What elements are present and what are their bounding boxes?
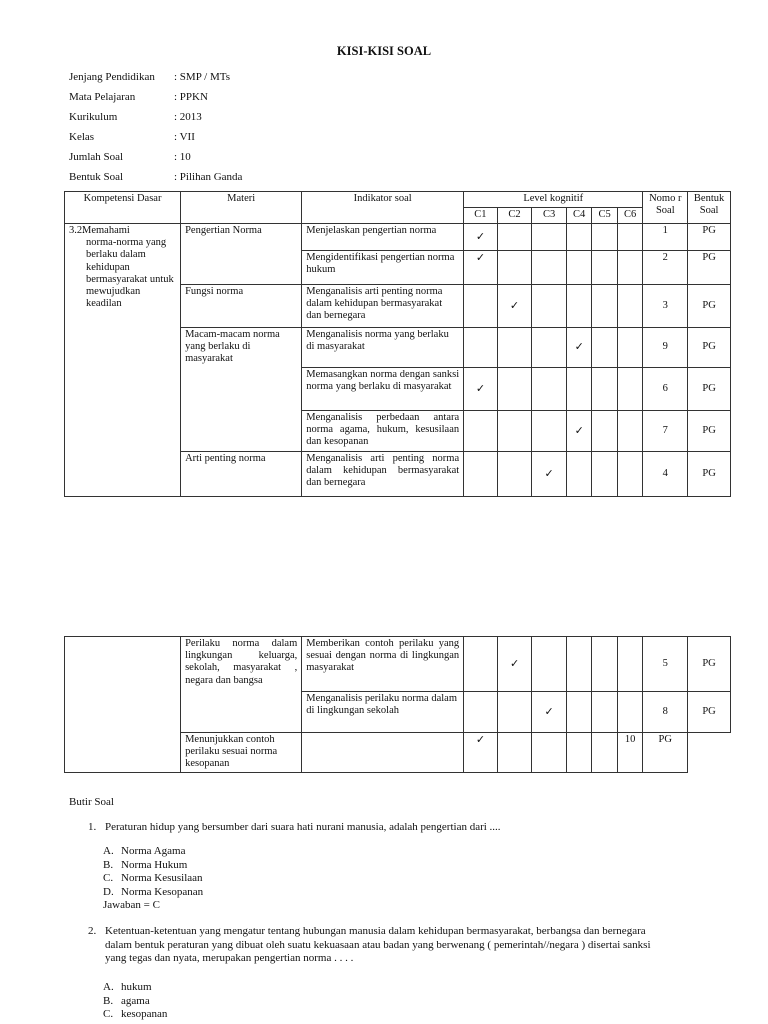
question-text-line: Ketentuan-ketentuan yang mengatur tentang hubungan manusia dalam kehidupan bermasyarakat, berbangsa dan bernegara xyxy=(105,925,646,937)
meta-label: Kelas xyxy=(69,131,95,143)
check-mark: ✓ xyxy=(497,285,532,328)
indikator-cell: Menganalisis perbedaan antara norma agama, hukum, kesusilaan dan kesopanan xyxy=(302,411,464,452)
nomor-soal-cell: 2 xyxy=(643,251,688,285)
option-text: Norma Agama xyxy=(121,845,186,857)
kd-text: norma-norma yang berlaku dalam kehidupan bermasyarakat untuk mewujudkan keadilan xyxy=(86,237,174,310)
materi-cell: Pengertian Norma xyxy=(181,224,302,285)
bentuk-soal-cell: PG xyxy=(688,224,731,251)
meta-value: : 10 xyxy=(174,151,191,163)
meta-label: Jenjang Pendidikan xyxy=(69,71,155,83)
bentuk-soal-cell: PG xyxy=(688,637,731,692)
meta-value: : SMP / MTs xyxy=(174,71,230,83)
indikator-cell: Memasangkan norma dengan sanksi norma yang berlaku di masyarakat xyxy=(302,368,464,411)
option xyxy=(103,872,203,886)
header-indikator: Indikator soal xyxy=(302,192,464,224)
meta-value: : VII xyxy=(174,131,195,143)
check-mark: ✓ xyxy=(464,733,498,773)
option-text: agama xyxy=(121,994,150,1007)
indikator-cell: Memberikan contoh perilaku yang sesuai dengan norma di lingkungan masyarakat xyxy=(302,637,464,692)
option xyxy=(103,1008,167,1022)
meta-row xyxy=(69,70,242,90)
document-title: KISI-KISI SOAL xyxy=(336,44,432,58)
header-c3: C3 xyxy=(532,208,567,224)
check-mark: ✓ xyxy=(464,368,498,411)
kd-number: 3.2. xyxy=(69,225,85,236)
option-letter: A. xyxy=(103,845,114,857)
indikator-cell: Menjelaskan pengertian norma xyxy=(302,224,464,251)
nomor-soal-cell: 1 xyxy=(643,224,688,251)
nomor-soal-cell: 3 xyxy=(643,285,688,328)
meta-value: : PPKN xyxy=(174,91,208,103)
option xyxy=(103,859,203,873)
header-c6: C6 xyxy=(617,208,643,224)
header-c4: C4 xyxy=(566,208,591,224)
check-mark: ✓ xyxy=(464,251,498,285)
header-materi: Materi xyxy=(181,192,302,224)
question-2-options xyxy=(103,981,167,1022)
check-mark: ✓ xyxy=(532,692,567,733)
meta-row xyxy=(69,150,242,170)
meta-label: Jumlah Soal xyxy=(69,151,124,163)
header-kompetensi-dasar: Kompetensi Dasar xyxy=(65,192,181,224)
nomor-soal-cell: 10 xyxy=(617,733,642,773)
meta-value: : 2013 xyxy=(174,111,202,123)
bentuk-soal-cell: PG xyxy=(688,692,731,733)
table-row xyxy=(65,224,731,251)
nomor-soal-cell: 7 xyxy=(643,411,688,452)
option-text: Norma Kesopanan xyxy=(121,885,204,898)
bentuk-soal-cell: PG xyxy=(688,452,731,497)
bentuk-soal-cell: PG xyxy=(688,368,731,411)
option xyxy=(103,886,203,900)
header-level-kognitif: Level kognitif xyxy=(464,192,643,208)
option-letter: B. xyxy=(103,994,114,1007)
bentuk-soal-cell: PG xyxy=(688,251,731,285)
option-text: Norma Kesusilaan xyxy=(121,872,203,884)
option-letter: D. xyxy=(103,885,114,898)
kisi-kisi-table xyxy=(64,191,731,497)
question-text-line: dalam bentuk peraturan yang dibuat oleh suatu kekuasaan atau badan yang berwenang ( pemerintah//negara ) disertai sanksi xyxy=(105,938,651,951)
indikator-cell: Menganalisis arti penting norma dalam kehidupan bermasyarakat dan bernegara xyxy=(302,285,464,328)
materi-cell: Perilaku norma dalam lingkungan keluarga, sekolah, masyarakat , negara dan bangsa xyxy=(181,637,302,733)
nomor-soal-cell: 9 xyxy=(643,328,688,368)
meta-row xyxy=(69,130,242,150)
option-text: Norma Hukum xyxy=(121,858,188,871)
bentuk-soal-cell: PG xyxy=(643,733,688,773)
indikator-cell: Menganalisis arti penting norma dalam kehidupan bermasyarakat dan bernegara xyxy=(302,452,464,497)
check-mark: ✓ xyxy=(497,637,532,692)
meta-row xyxy=(69,110,242,130)
option-letter: B. xyxy=(103,858,114,871)
option-text: kesopanan xyxy=(121,1008,168,1020)
question-number: 2. xyxy=(88,925,97,937)
header-c2: C2 xyxy=(497,208,532,224)
check-mark: ✓ xyxy=(532,452,567,497)
option-text: hukum xyxy=(121,981,152,993)
check-mark: ✓ xyxy=(566,328,591,368)
nomor-soal-cell: 5 xyxy=(643,637,688,692)
indikator-cell: Menganalisis norma yang berlaku di masyarakat xyxy=(302,328,464,368)
indikator-cell: Mengidentifikasi pengertian norma hukum xyxy=(302,251,464,285)
meta-label: Mata Pelajaran xyxy=(69,91,136,103)
option-letter: C. xyxy=(103,1008,114,1020)
question-1-options xyxy=(103,845,203,913)
indikator-cell: Menunjukkan contoh perilaku sesuai norma kesopanan xyxy=(181,733,302,773)
option xyxy=(103,981,167,995)
meta-row xyxy=(69,170,242,190)
nomor-soal-cell: 8 xyxy=(643,692,688,733)
kompetensi-dasar-cell xyxy=(65,637,181,773)
nomor-soal-cell: 4 xyxy=(643,452,688,497)
bentuk-soal-cell: PG xyxy=(688,328,731,368)
header-bentuk-soal: Bentuk Soal xyxy=(688,192,731,224)
question-text-line: yang tegas dan nyata, merupakan pengertian norma . . . . xyxy=(105,952,354,964)
nomor-soal-cell: 6 xyxy=(643,368,688,411)
document-meta xyxy=(69,70,242,190)
section-heading: Butir Soal xyxy=(69,796,114,808)
table-row xyxy=(65,637,731,692)
question-number: 1. xyxy=(88,821,97,833)
bentuk-soal-cell: PG xyxy=(688,285,731,328)
meta-label: Bentuk Soal xyxy=(69,171,124,183)
header-c5: C5 xyxy=(592,208,617,224)
option-letter: C. xyxy=(103,872,114,884)
meta-label: Kurikulum xyxy=(69,111,118,123)
check-mark: ✓ xyxy=(566,411,591,452)
kd-first-word: Memahami xyxy=(82,225,130,236)
bentuk-soal-cell: PG xyxy=(688,411,731,452)
option xyxy=(103,995,167,1009)
check-mark: ✓ xyxy=(464,224,498,251)
header-c1: C1 xyxy=(464,208,498,224)
kisi-kisi-table-continued xyxy=(64,636,731,773)
kompetensi-dasar-cell xyxy=(65,224,181,497)
header-nomor-soal: Nomo r Soal xyxy=(643,192,688,224)
meta-row xyxy=(69,90,242,110)
materi-cell: Fungsi norma xyxy=(181,285,302,328)
option-letter: A. xyxy=(103,981,114,993)
materi-cell: Arti penting norma xyxy=(181,452,302,497)
indikator-cell: Menganalisis perilaku norma dalam di lingkungan sekolah xyxy=(302,692,464,733)
option xyxy=(103,845,203,859)
materi-cell: Macam-macam norma yang berlaku di masyarakat xyxy=(181,328,302,452)
question-text: Peraturan hidup yang bersumber dari suara hati nurani manusia, adalah pengertian dari .... xyxy=(105,821,501,833)
answer-key: Jawaban = C xyxy=(103,899,160,911)
meta-value: : Pilihan Ganda xyxy=(174,171,243,183)
